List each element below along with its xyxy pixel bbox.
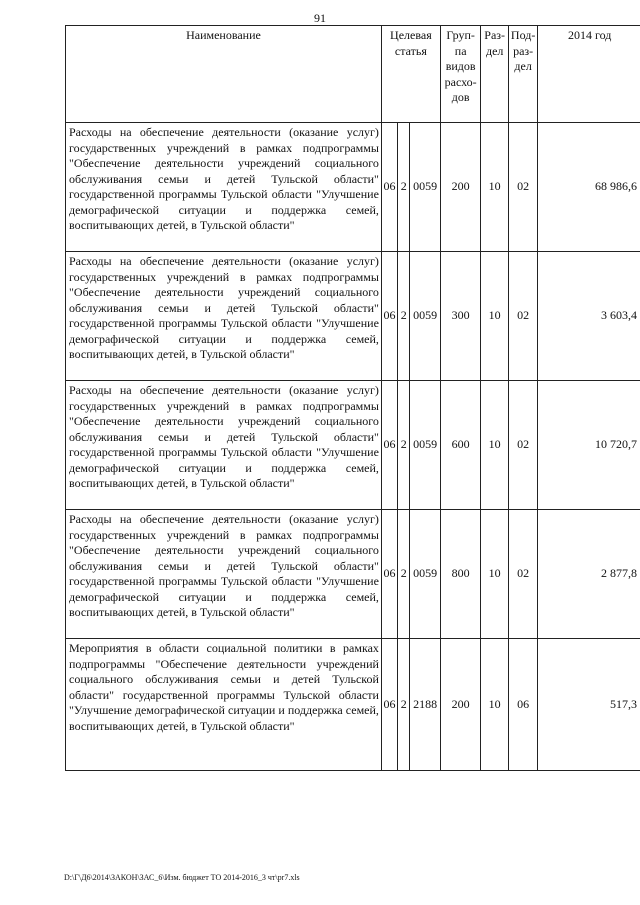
target-code-direction: 0059 xyxy=(410,123,440,252)
expense-group: 300 xyxy=(440,252,481,381)
subsection: 02 xyxy=(508,252,537,381)
budget-table xyxy=(65,25,640,771)
target-code-program: 06 xyxy=(381,510,397,639)
amount-2014: 3 603,4 xyxy=(538,252,640,381)
table-row xyxy=(66,123,640,252)
page-number: 91 xyxy=(314,11,326,25)
table-row xyxy=(66,381,640,510)
section: 10 xyxy=(481,252,508,381)
subsection: 02 xyxy=(508,381,537,510)
target-code-subprogram: 2 xyxy=(398,123,410,252)
target-code-program: 06 xyxy=(381,639,397,771)
target-code-subprogram: 2 xyxy=(398,381,410,510)
amount-2014: 517,3 xyxy=(538,639,640,771)
target-code-direction: 0059 xyxy=(410,381,440,510)
amount-2014: 68 986,6 xyxy=(538,123,640,252)
row-description: Расходы на обеспечение деятельности (оказание услуг) государственных учреждений в рамках подпрограммы "Обеспечение деятельности учреждений социального обслуживания семьи и детей Тульской области" государственной программы Тульской области "Улучшение демографической ситуации и поддержка семей, воспитывающих детей, в Тульской области" xyxy=(66,381,382,510)
target-code-direction: 0059 xyxy=(410,252,440,381)
target-code-direction: 0059 xyxy=(410,510,440,639)
expense-group: 800 xyxy=(440,510,481,639)
expense-group: 200 xyxy=(440,639,481,771)
header-name: Наименование xyxy=(66,26,382,123)
subsection: 06 xyxy=(508,639,537,771)
file-path-footer: D:\Г\Д6\2014\ЗАКОН\ЗАС_6\Изм. бюджет ТО 2014-2016_3 чт\pr7.xls xyxy=(64,873,300,882)
header-expense-group: Груп- па видов расхо- дов xyxy=(440,26,481,123)
row-description: Расходы на обеспечение деятельности (оказание услуг) государственных учреждений в рамках подпрограммы "Обеспечение деятельности учреждений социального обслуживания семьи и детей Тульской области" государственной программы Тульской области "Улучшение демографической ситуации и поддержка семей, воспитывающих детей, в Тульской области" xyxy=(66,123,382,252)
subsection: 02 xyxy=(508,510,537,639)
table-row xyxy=(66,639,640,771)
target-code-direction: 2188 xyxy=(410,639,440,771)
header-target-article: Целевая статья xyxy=(381,26,440,123)
row-description: Мероприятия в области социальной политики в рамках подпрограммы "Обеспечение деятельности учреждений социального обслуживания семьи и детей Тульской области" государственной программы Тульской области "Улучшение демографической ситуации и поддержка семей, воспитывающих детей, в Тульской области" xyxy=(66,639,382,771)
table-row xyxy=(66,252,640,381)
table-header-row xyxy=(66,26,640,123)
section: 10 xyxy=(481,123,508,252)
header-subsection: Под- раз- дел xyxy=(508,26,537,123)
target-code-subprogram: 2 xyxy=(398,510,410,639)
header-section: Раз- дел xyxy=(481,26,508,123)
section: 10 xyxy=(481,510,508,639)
target-code-subprogram: 2 xyxy=(398,252,410,381)
amount-2014: 10 720,7 xyxy=(538,381,640,510)
subsection: 02 xyxy=(508,123,537,252)
section: 10 xyxy=(481,639,508,771)
row-description: Расходы на обеспечение деятельности (оказание услуг) государственных учреждений в рамках подпрограммы "Обеспечение деятельности учреждений социального обслуживания семьи и детей Тульской области" государственной программы Тульской области "Улучшение демографической ситуации и поддержка семей, воспитывающих детей, в Тульской области" xyxy=(66,510,382,639)
target-code-program: 06 xyxy=(381,252,397,381)
target-code-program: 06 xyxy=(381,381,397,510)
row-description: Расходы на обеспечение деятельности (оказание услуг) государственных учреждений в рамках подпрограммы "Обеспечение деятельности учреждений социального обслуживания семьи и детей Тульской области" государственной программы Тульской области "Улучшение демографической ситуации и поддержка семей, воспитывающих детей, в Тульской области" xyxy=(66,252,382,381)
expense-group: 200 xyxy=(440,123,481,252)
header-year-2014: 2014 год xyxy=(538,26,640,123)
amount-2014: 2 877,8 xyxy=(538,510,640,639)
expense-group: 600 xyxy=(440,381,481,510)
table-row xyxy=(66,510,640,639)
target-code-subprogram: 2 xyxy=(398,639,410,771)
target-code-program: 06 xyxy=(381,123,397,252)
section: 10 xyxy=(481,381,508,510)
